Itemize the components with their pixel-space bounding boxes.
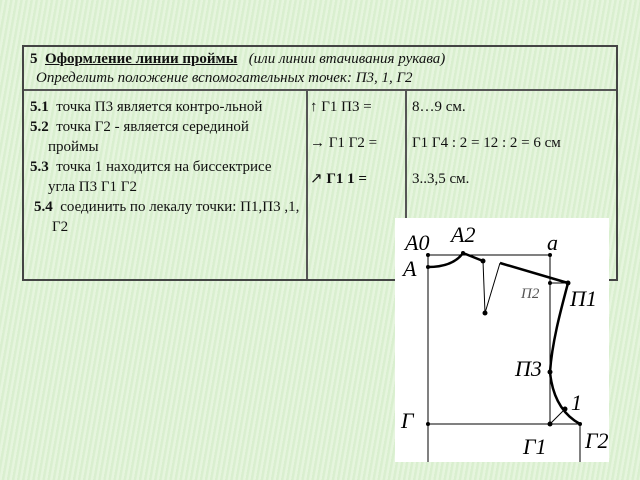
label-1: 1 bbox=[571, 390, 582, 415]
bisector-line bbox=[550, 409, 565, 424]
armhole-diagram bbox=[395, 218, 609, 462]
value-item: 3..3,5 см. bbox=[412, 171, 470, 187]
label-g1: Г1 bbox=[523, 434, 547, 459]
label-a: a bbox=[547, 230, 558, 255]
step-item: 5.4 соединить по лекалу точки: П1,П3 ,1, Г2 bbox=[34, 199, 300, 235]
label-a-point: A bbox=[403, 256, 417, 281]
step-item: 5.1 точка П3 является контро-льной bbox=[30, 99, 263, 115]
label-p2: П2 bbox=[521, 286, 540, 302]
arrow-up-icon: ↑ bbox=[310, 99, 318, 115]
dart-line bbox=[483, 261, 500, 313]
arrow-diagonal-icon: ↗ bbox=[310, 171, 323, 187]
value-item: Г1 Г4 : 2 = 12 : 2 = 6 см bbox=[412, 135, 561, 151]
column-divider bbox=[306, 91, 308, 279]
section-title: Оформление линии проймы bbox=[45, 51, 238, 67]
frame-line bbox=[428, 255, 580, 462]
segment-item: ↑ Г1 П3 = bbox=[310, 99, 372, 115]
label-g: Г bbox=[401, 408, 414, 433]
steps-column bbox=[30, 97, 300, 237]
label-a2: A2 bbox=[451, 222, 476, 247]
table-header bbox=[24, 47, 616, 91]
shoulder-line bbox=[463, 253, 568, 283]
value-item: 8…9 см. bbox=[412, 99, 466, 115]
section-task: Определить положение вспомогательных точек: П3, 1, Г2 bbox=[36, 70, 413, 86]
values-column bbox=[412, 97, 622, 205]
step-item: 5.3 точка 1 находится на биссектрисе угла П3 Г1 Г2 bbox=[30, 159, 272, 195]
label-p3: П3 bbox=[515, 356, 542, 381]
segment-item: → Г1 Г2 = bbox=[310, 135, 378, 151]
label-g2: Г2 bbox=[585, 428, 609, 453]
segment-item: ↗ Г1 1 = bbox=[310, 171, 367, 187]
segments-column bbox=[310, 97, 400, 205]
label-p1: П1 bbox=[570, 286, 597, 311]
section-number: 5 bbox=[30, 51, 38, 67]
arrow-right-icon: → bbox=[310, 135, 325, 151]
label-a0: A0 bbox=[405, 230, 430, 255]
section-subtitle: (или линии втачивания рукава) bbox=[248, 51, 446, 67]
step-item: 5.2 точка Г2 - является серединой проймы bbox=[30, 119, 249, 155]
pattern-drawing bbox=[395, 218, 609, 462]
